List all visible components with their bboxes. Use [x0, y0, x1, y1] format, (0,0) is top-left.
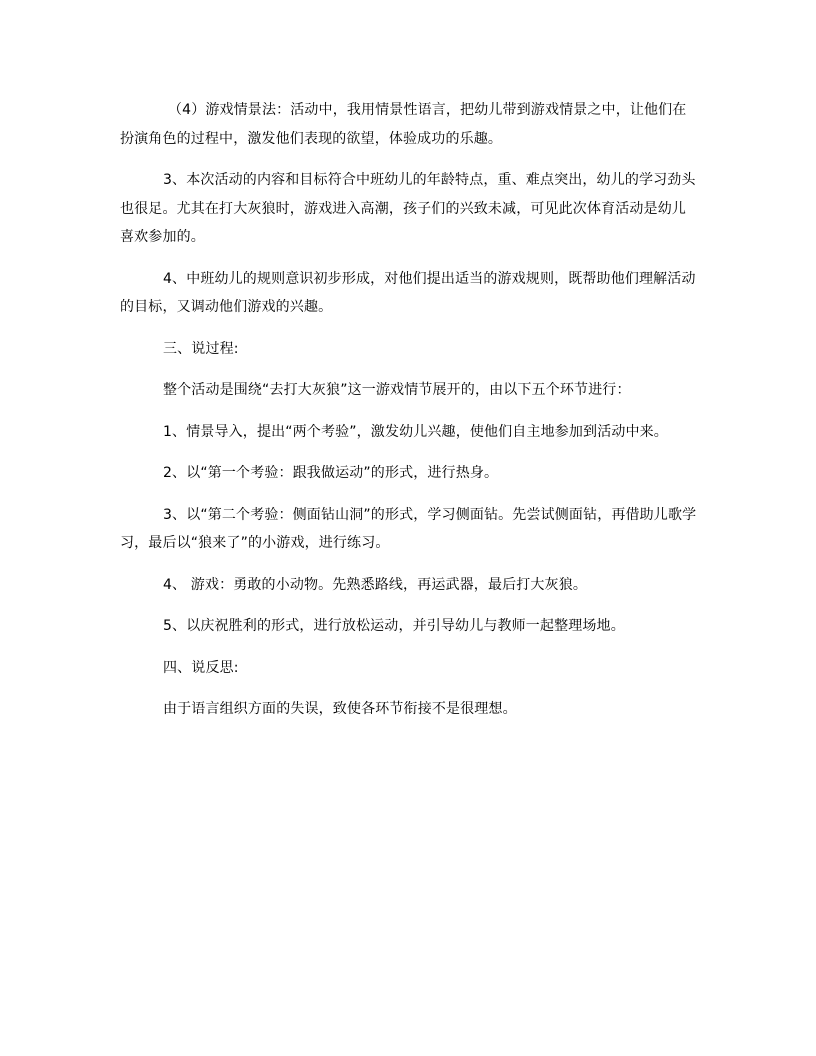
- paragraph-activity-fit: 3、本次活动的内容和目标符合中班幼儿的年龄特点，重、难点突出，幼儿的学习劲头也很足。尤其在打大灰狼时，游戏进入高潮，孩子们的兴致未减，可见此次体育活动是幼儿喜欢参加的。: [120, 172, 696, 245]
- section-heading-process: 三、说过程:: [163, 340, 239, 357]
- list-item-step-1: 1、情景导入，提出“两个考验”，激发幼儿兴趣，使他们自主地参加到活动中来。: [163, 423, 668, 440]
- document-body: [120, 96, 700, 737]
- section-heading-reflection: 四、说反思:: [163, 659, 239, 676]
- paragraph-rule-awareness: 4、中班幼儿的规则意识初步形成，对他们提出适当的游戏规则，既帮助他们理解活动的目标，又调动他们游戏的兴趣。: [120, 270, 696, 315]
- list-item-step-2: 2、以“第一个考验：跟我做运动”的形式，进行热身。: [163, 465, 499, 481]
- list-item-step-3: 3、以“第二个考验：侧面钻山洞”的形式，学习侧面钻。先尝试侧面钻，再借助儿歌学习，最后以“狼来了”的小游戏，进行练习。: [120, 506, 697, 551]
- paragraph-game-scenario-method: （4）游戏情景法：活动中，我用情景性语言，把幼儿带到游戏情景之中，让他们在扮演角色的过程中，激发他们表现的欲望，体验成功的乐趣。: [120, 102, 687, 147]
- paragraph-process-intro: 整个活动是围绕“去打大灰狼”这一游戏情节展开的，由以下五个环节进行：: [163, 382, 631, 398]
- list-item-step-4: 4、 游戏：勇敢的小动物。先熟悉路线，再运武器，最后打大灰狼。: [163, 576, 588, 593]
- list-item-step-5: 5、以庆祝胜利的形式，进行放松运动，并引导幼儿与教师一起整理场地。: [163, 618, 625, 634]
- paragraph-reflection: 由于语言组织方面的失误，致使各环节衔接不是很理想。: [163, 701, 517, 717]
